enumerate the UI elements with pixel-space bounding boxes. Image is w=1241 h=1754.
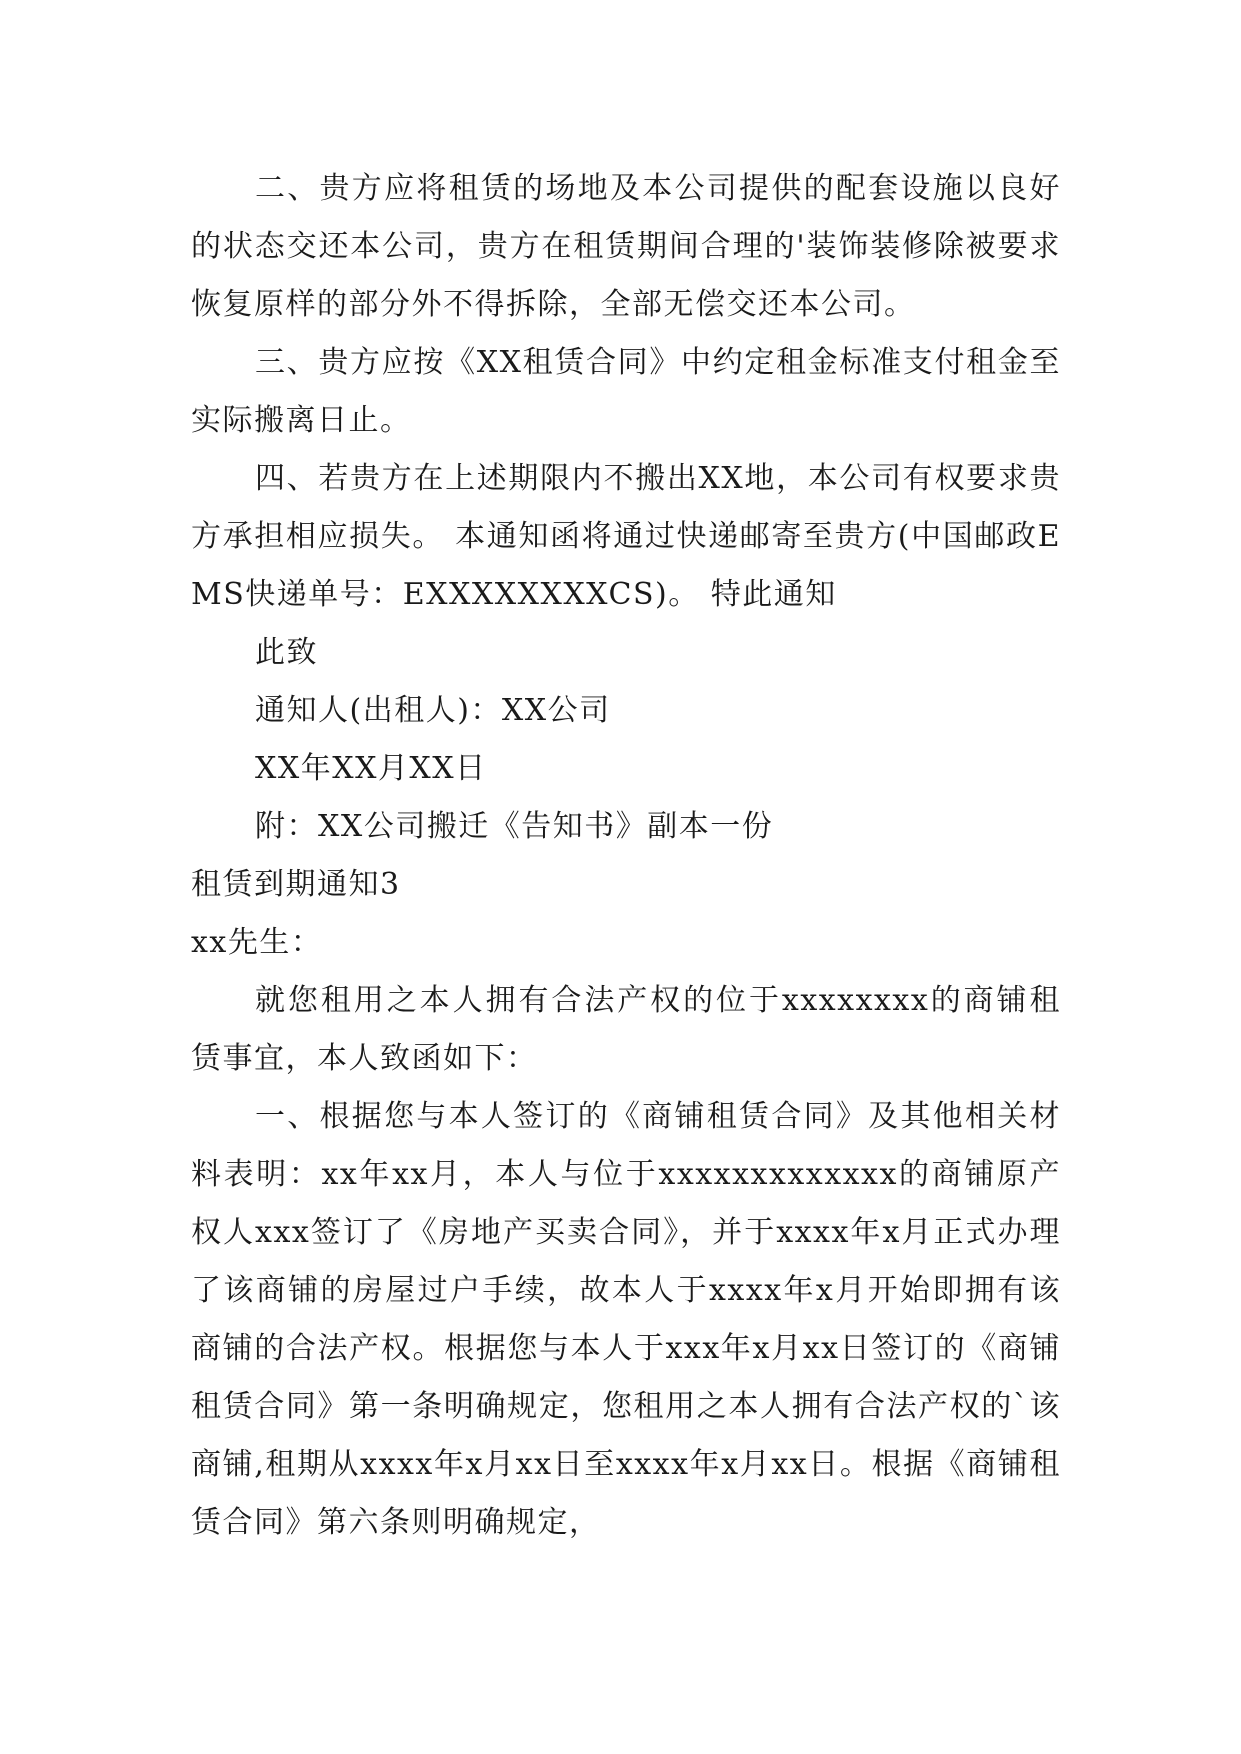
- notifier-line: 通知人(出租人)：XX公司: [255, 693, 611, 728]
- paragraph-clause-4: 四、若贵方在上述期限内不搬出XX地，本公司有权要求贵方承担相应损失。 本通知函将通过快递邮寄至贵方(中国邮政EMS快递单号：EXXXXXXXXCS)。 特此通知: [191, 461, 1061, 612]
- paragraph-clause-3: 三、贵方应按《XX租赁合同》中约定租金标准支付租金至实际搬离日止。: [191, 345, 1061, 438]
- intro-paragraph: 就您租用之本人拥有合法产权的位于xxxxxxxx的商铺租赁事宜，本人致函如下：: [191, 983, 1061, 1076]
- paragraph-clause-2: 二、贵方应将租赁的场地及本公司提供的配套设施以良好的状态交还本公司，贵方在租赁期间合理的'装饰装修除被要求恢复原样的部分外不得拆除，全部无偿交还本公司。: [191, 171, 1061, 322]
- date-line: XX年XX月XX日: [255, 751, 487, 786]
- paragraph-item-1: 一、根据您与本人签订的《商铺租赁合同》及其他相关材料表明：xx年xx月，本人与位于xxxxxxxxxxxxx的商铺原产权人xxx签订了《房地产买卖合同》，并于xxxx年x月正式办理了该商铺的房屋过户手续，故本人于xxxx年x月开始即拥有该商铺的合法产权。根据您与本人于xxx年x月xx日签订的《商铺租赁合同》第一条明确规定，您租用之本人拥有合法产权的`该商铺,租期从xxxx年x月xx日至xxxx年x月xx日。根据《商铺租赁合同》第六条则明确规定，: [191, 1099, 1061, 1540]
- attachment-line: 附：XX公司搬迁《告知书》副本一份: [255, 809, 774, 844]
- section-title: 租赁到期通知3: [191, 867, 401, 902]
- closing-salutation: 此致: [255, 635, 318, 670]
- addressee-line: xx先生：: [191, 925, 323, 960]
- document-body: [191, 160, 1061, 1552]
